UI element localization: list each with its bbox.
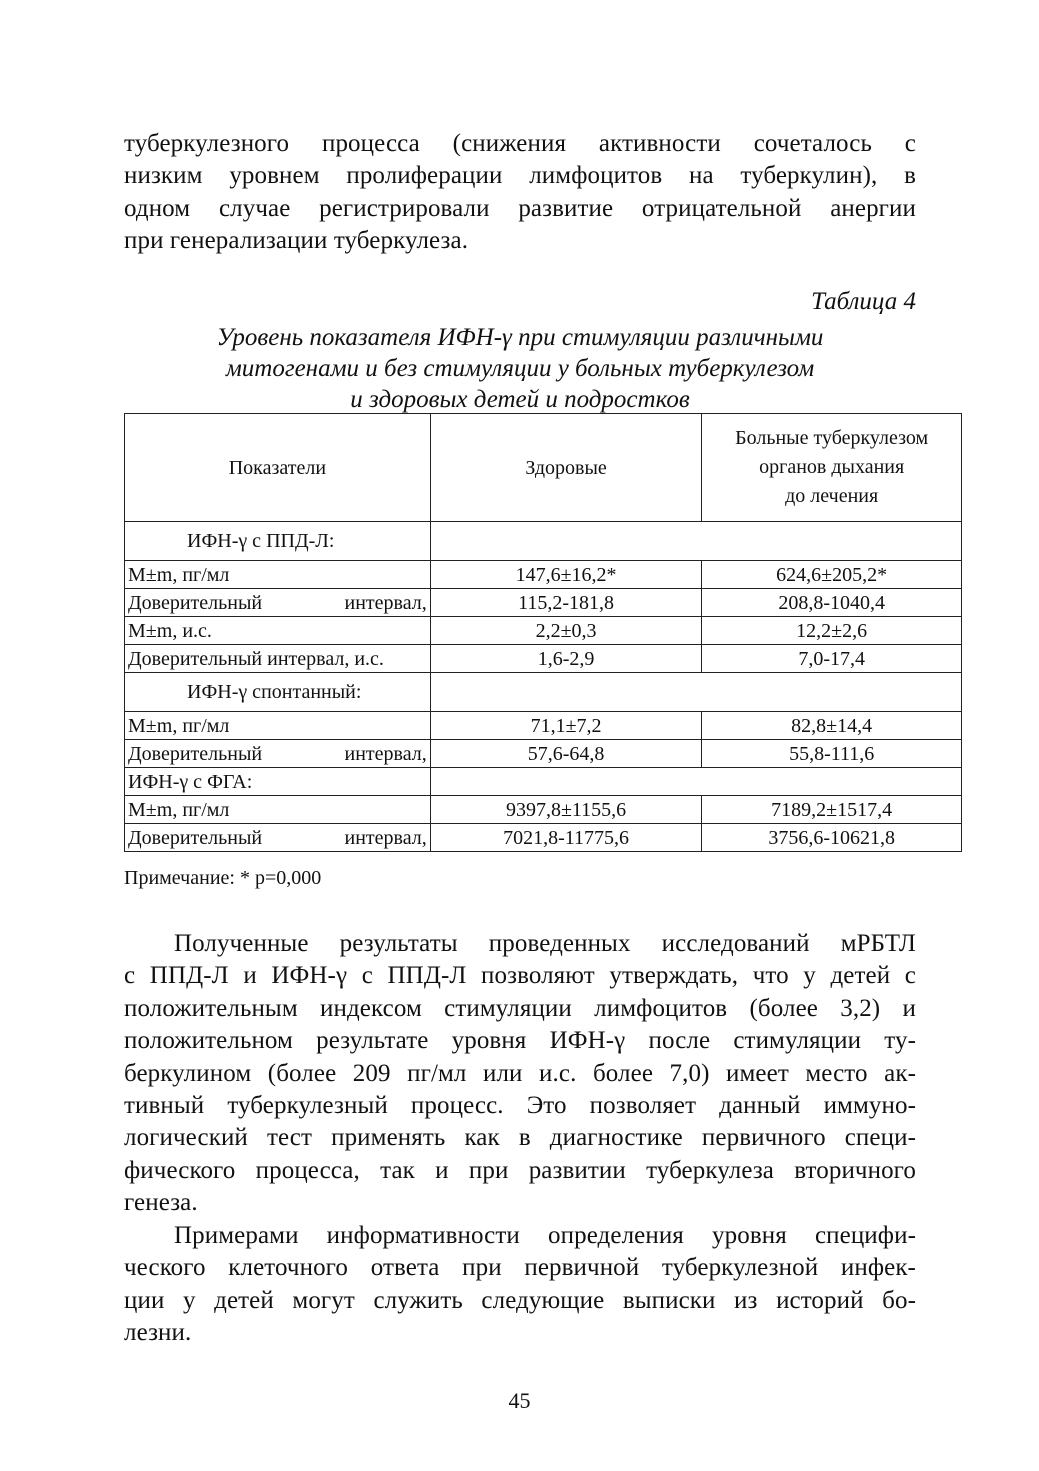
cell-healthy: 1,6-2,9 <box>430 645 702 673</box>
header-patients-line: до лечения <box>785 485 879 507</box>
section-empty-cell <box>430 522 961 561</box>
text-line: лезни. <box>124 1319 192 1347</box>
text-line: одном случае регистрировали развитие отрицательной анергии <box>124 194 916 222</box>
row-label: M±m, пг/мл <box>125 712 431 740</box>
table-number: Таблица 4 <box>811 288 916 315</box>
cell-healthy: 9397,8±1155,6 <box>430 796 702 824</box>
header-indicators: Показатели <box>125 414 431 522</box>
table-row <box>125 740 962 768</box>
header-healthy: Здоровые <box>430 414 702 522</box>
table-row <box>125 589 962 617</box>
text-line: с ППД-Л и ИФН-γ с ППД-Л позволяют утверждать, что у детей с <box>124 962 916 990</box>
text-line: низким уровнем пролиферации лимфоцитов на туберкулин), в <box>124 162 916 190</box>
table-row <box>125 824 962 852</box>
cell-patients: 3756,6-10621,8 <box>702 824 962 852</box>
text-line: туберкулезного процесса (снижения активности сочеталось с <box>124 130 916 157</box>
cell-patients: 208,8-1040,4 <box>702 589 962 617</box>
data-table <box>124 413 962 852</box>
text-line: ческого клеточного ответа при первичной туберкулезной инфек- <box>124 1254 916 1282</box>
row-label: Доверительный интервал, <box>125 589 431 617</box>
section-row <box>125 522 962 561</box>
section-empty-cell <box>430 673 961 712</box>
row-label: M±m, и.с. <box>125 617 431 645</box>
cell-healthy: 7021,8-11775,6 <box>430 824 702 852</box>
table-row <box>125 796 962 824</box>
header-patients <box>702 414 962 522</box>
table-title <box>124 322 916 415</box>
cell-patients: 55,8-111,6 <box>702 740 962 768</box>
table-row <box>125 561 962 589</box>
text-line: генеза. <box>124 1189 198 1217</box>
cell-patients: 7189,2±1517,4 <box>702 796 962 824</box>
text-line: логический тест применять как в диагностике первичного специ- <box>124 1124 916 1152</box>
cell-healthy: 115,2-181,8 <box>430 589 702 617</box>
section-row <box>125 768 962 796</box>
section-empty-cell <box>430 768 961 796</box>
row-label: M±m, пг/мл <box>125 561 431 589</box>
text-line: беркулином (более 209 пг/мл или и.с. более 7,0) имеет место ак- <box>124 1059 916 1087</box>
cell-healthy: 71,1±7,2 <box>430 712 702 740</box>
table-row <box>125 645 962 673</box>
text-line: тивный туберкулезный процесс. Это позволяет данный иммуно- <box>124 1092 916 1120</box>
header-patients-line: органов дыхания <box>759 456 905 478</box>
section-label: ИФН-γ спонтанный: <box>125 673 431 712</box>
cell-patients: 82,8±14,4 <box>702 712 962 740</box>
table-row <box>125 617 962 645</box>
table-title-line: Уровень показателя ИФН-γ при стимуляции различными <box>216 324 824 351</box>
section-label: ИФН-γ с ППД-Л: <box>125 522 431 561</box>
page-number: 45 <box>508 1388 531 1413</box>
table-note: Примечание: * р=0,000 <box>124 867 322 889</box>
text-line: Полученные результаты проведенных исследований мРБТЛ <box>174 930 916 957</box>
cell-healthy: 147,6±16,2* <box>430 561 702 589</box>
cell-patients: 12,2±2,6 <box>702 617 962 645</box>
text-line: фического процесса, так и при развитии туберкулеза вторичного <box>124 1156 916 1184</box>
cell-patients: 7,0-17,4 <box>702 645 962 673</box>
body-paragraph-1 <box>124 928 916 1220</box>
section-row <box>125 673 962 712</box>
row-label: M±m, пг/мл <box>125 796 431 824</box>
row-label: Доверительный интервал, <box>125 824 431 852</box>
text-line: Примерами информативности определения уровня специфи- <box>174 1222 916 1249</box>
table-row <box>125 712 962 740</box>
table-title-line: митогенами и без стимуляции у больных туберкулезом <box>225 355 815 382</box>
section-label: ИФН-γ с ФГА: <box>125 768 431 796</box>
text-line: при генерализации туберкулеза. <box>124 227 469 255</box>
row-label: Доверительный интервал, и.с. <box>125 645 431 673</box>
body-paragraph-2 <box>124 1220 916 1350</box>
text-line: положительным индексом стимуляции лимфоцитов (более 3,2) и <box>124 994 916 1022</box>
row-label: Доверительный интервал, <box>125 740 431 768</box>
table-title-line: и здоровых детей и подростков <box>350 386 690 413</box>
cell-healthy: 57,6-64,8 <box>430 740 702 768</box>
cell-healthy: 2,2±0,3 <box>430 617 702 645</box>
header-patients-line: Больные туберкулезом <box>735 427 929 449</box>
table-header-row <box>125 414 962 522</box>
text-line: положительном результате уровня ИФН-γ после стимуляции ту- <box>124 1027 916 1055</box>
text-line: ции у детей могут служить следующие выписки из историй бо- <box>124 1286 916 1314</box>
cell-patients: 624,6±205,2* <box>702 561 962 589</box>
intro-paragraph <box>124 128 916 258</box>
